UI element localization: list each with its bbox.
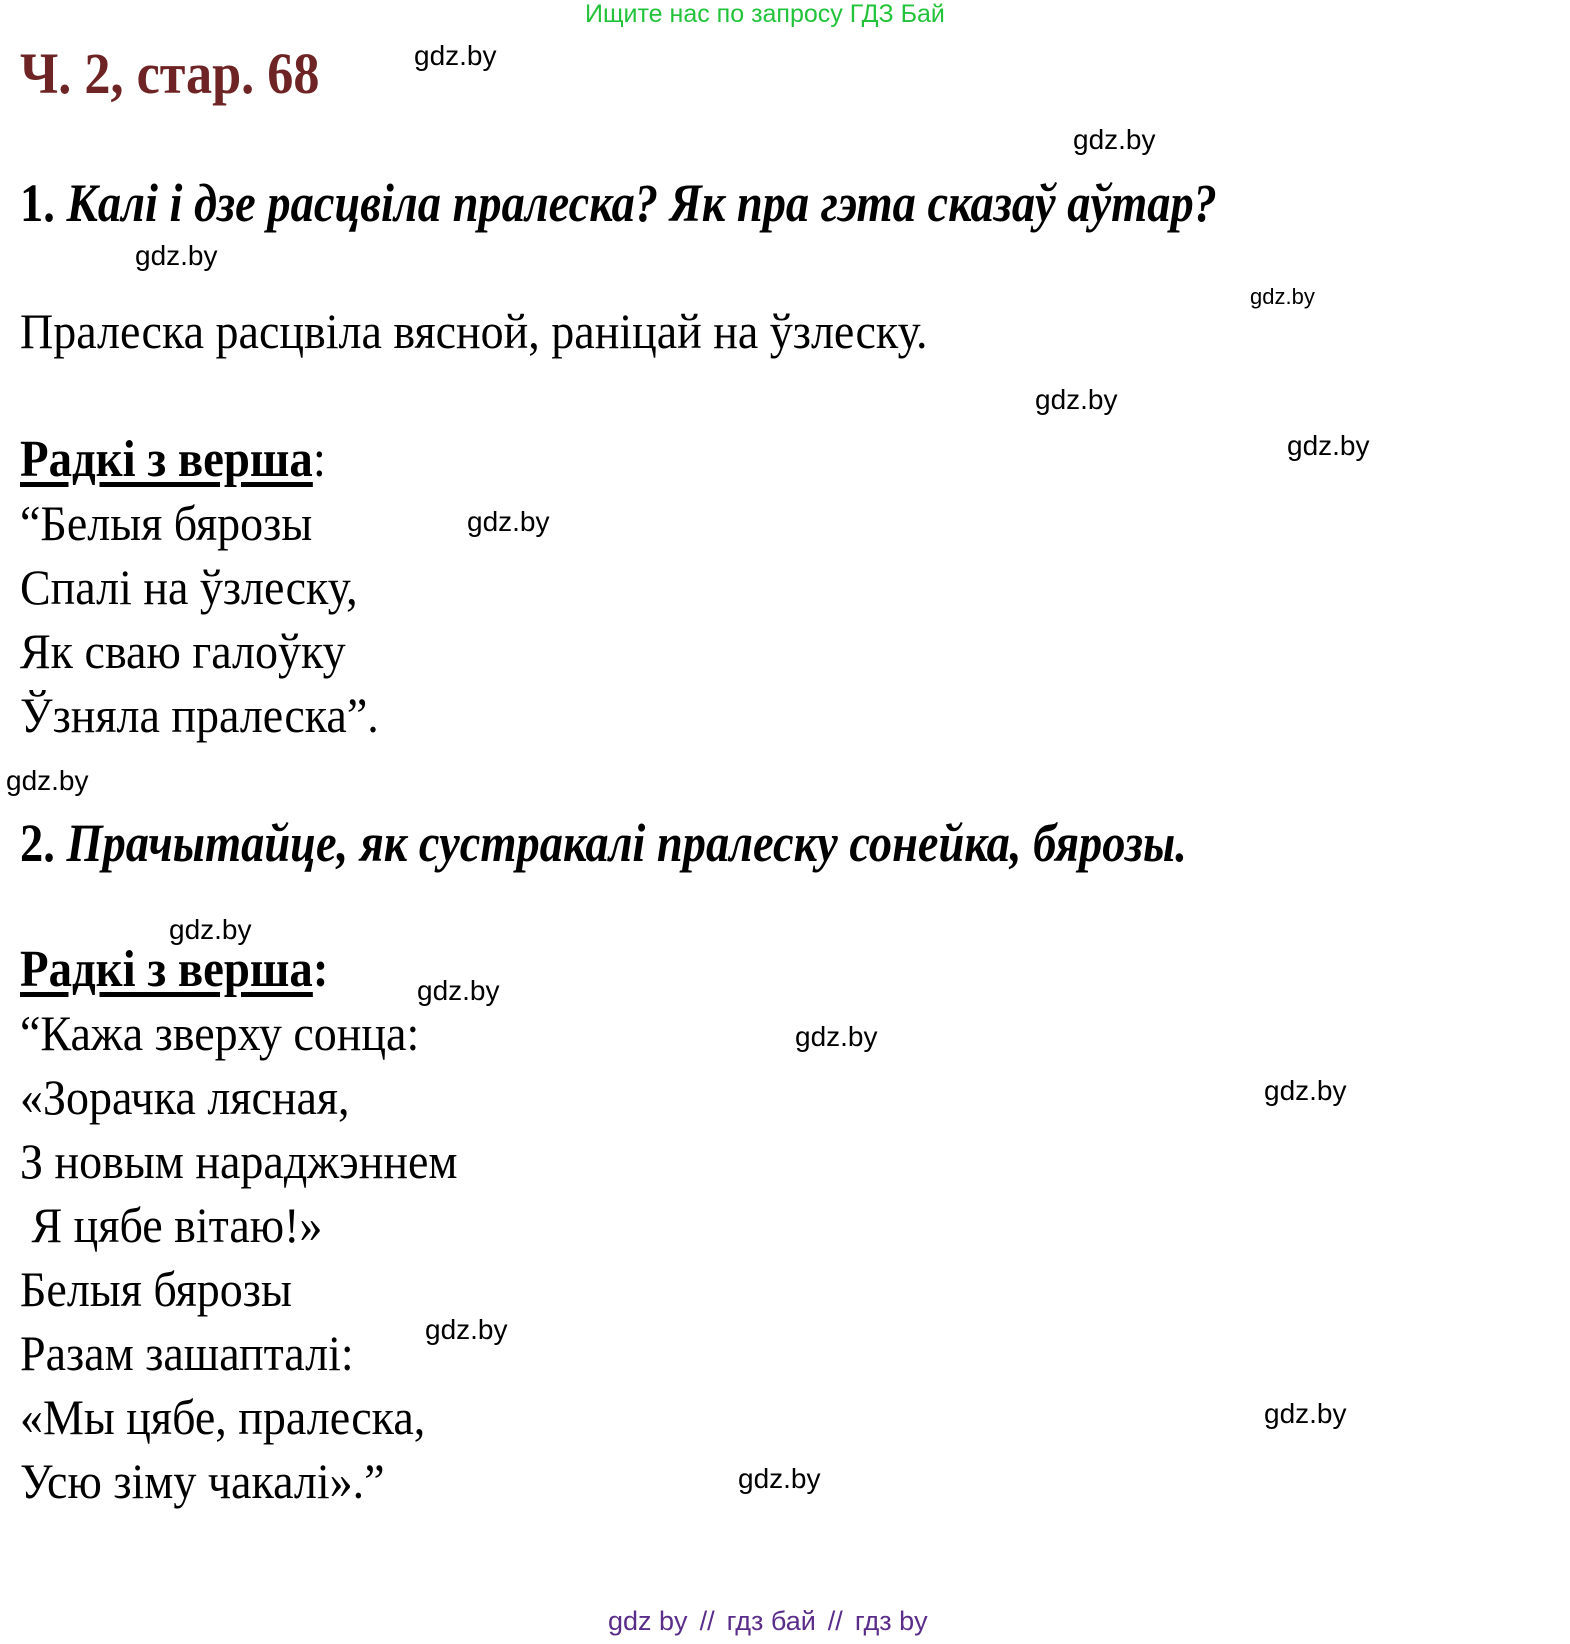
verse-line: Спалі на ўзлеску, [20, 559, 358, 615]
verse-line: Белыя бярозы [20, 1261, 292, 1317]
verse-heading-text: Радкі з верша [20, 431, 313, 488]
watermark: gdz.by [1287, 430, 1370, 461]
footer-link-gdz-bai[interactable]: гдз бай [726, 1606, 816, 1636]
verse-line: Я цябе вітаю!» [20, 1197, 323, 1253]
question-1 [20, 172, 1217, 234]
watermark: gdz.by [6, 765, 89, 796]
verse-heading-colon: : [312, 431, 326, 488]
watermark: gdz.by [1035, 384, 1118, 415]
verse-line: «Мы цябе, пралеска, [20, 1389, 426, 1445]
watermark: gdz.by [169, 914, 252, 945]
footer-separator: // [827, 1606, 843, 1636]
watermark: gdz.by [135, 240, 218, 271]
verse-line: Як сваю галоўку [20, 623, 346, 679]
footer-separator: // [699, 1606, 715, 1636]
verse-line: “Белыя бярозы [20, 495, 313, 551]
verse-heading-1 [20, 430, 326, 489]
question-text: Калі і дзе расцвіла пралеска? Як пра гэта сказаў аўтар? [66, 173, 1217, 233]
question-2 [20, 812, 1187, 874]
verse-line: Ўзняла пралеска”. [20, 687, 379, 743]
watermark: gdz.by [738, 1463, 821, 1494]
verse-line: «Зорачка лясная, [20, 1069, 350, 1125]
answer-1: Пралеска расцвіла вясной, раніцай на ўзлеску. [20, 303, 928, 359]
verse-line: Разам зашапталі: [20, 1325, 354, 1381]
watermark: gdz.by [467, 506, 550, 537]
footer-links [608, 1606, 928, 1637]
question-number: 2. [20, 813, 55, 873]
verse-line: “Кажа зверху сонца: [20, 1005, 420, 1061]
watermark: gdz.by [1264, 1075, 1347, 1106]
watermark: gdz.by [414, 40, 497, 71]
verse-heading-text: Радкі з верша [20, 941, 313, 998]
verse-heading-colon: : [312, 941, 329, 998]
question-text: Прачытайце, як сустракалі пралеску сонейка, бярозы. [66, 813, 1187, 873]
verse-line: Усю зіму чакалі».” [20, 1453, 385, 1509]
footer-link-gdz-by[interactable]: gdz by [608, 1606, 688, 1636]
watermark: gdz.by [425, 1314, 508, 1345]
watermark: gdz.by [1264, 1398, 1347, 1429]
watermark: gdz.by [795, 1021, 878, 1052]
watermark: gdz.by [1250, 284, 1315, 309]
watermark: gdz.by [1073, 124, 1156, 155]
verse-line: З новым нараджэннем [20, 1133, 458, 1189]
verse-heading-2 [20, 940, 328, 999]
question-number: 1. [20, 173, 55, 233]
search-banner: Ищите нас по запросу ГДЗ Бай [585, 0, 945, 28]
watermark: gdz.by [417, 975, 500, 1006]
page-title: Ч. 2, стар. 68 [20, 41, 320, 106]
footer-link-gdz-by-cyr[interactable]: гдз by [854, 1606, 928, 1636]
